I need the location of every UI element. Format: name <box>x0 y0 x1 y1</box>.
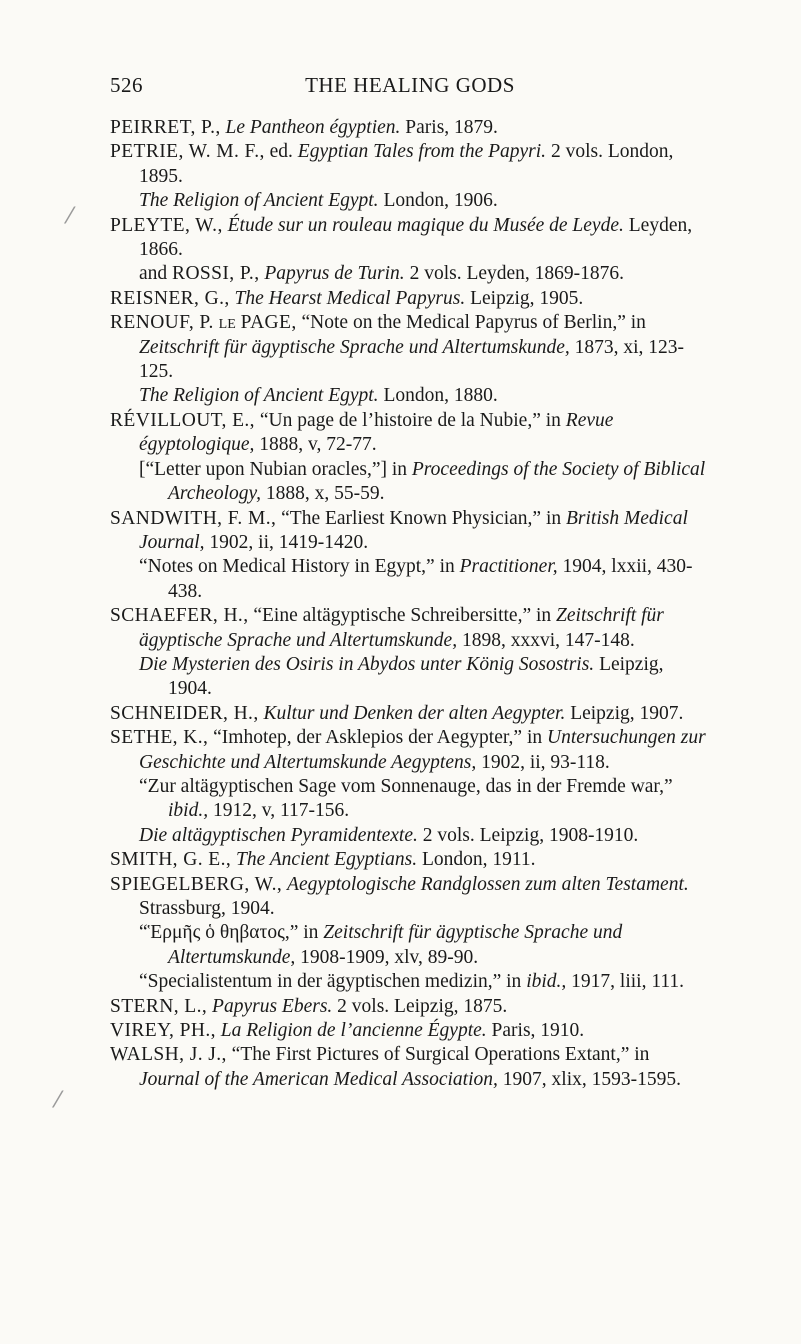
bib-entry-revillout-2: [“Letter upon Nubian oracles,”] in Proceedings of the Society of Biblical Archeology, 1888, x, 55-59. <box>139 458 706 505</box>
bib-entry-reisner: REISNER, G., The Hearst Medical Papyrus. Leipzig, 1905. <box>110 287 584 309</box>
bib-entry-stern: STERN, L., Papyrus Ebers. 2 vols. Leipzig, 1875. <box>110 995 508 1017</box>
bib-entry-petrie-2: The Religion of Ancient Egypt. London, 1906. <box>139 190 498 212</box>
bib-entry-revillout: RÉVILLOUT, E., “Un page de l’histoire de la Nubie,” in Revue égyptologique, 1888, v, 72-77. <box>110 409 614 456</box>
bibliography-list <box>110 116 710 1092</box>
bib-entry-peirret: PEIRRET, P., Le Pantheon égyptien. Paris, 1879. <box>110 117 498 138</box>
bib-entry-pleyte: PLEYTE, W., Étude sur un rouleau magique du Musée de Leyde. Leyden, 1866. <box>110 214 693 261</box>
bib-entry-petrie: PETRIE, W. M. F., ed. Egyptian Tales from the Papyri. 2 vols. London, 1895. <box>110 141 674 187</box>
bib-entry-spiegelberg-2: “Ἑρμῆς ὁ θηβατος,” in Zeitschrift für ägyptische Sprache und Altertumskunde, 1908-1909, xlv, 89-90. <box>139 922 623 968</box>
page-number: 526 <box>110 73 143 97</box>
page-header <box>110 73 710 103</box>
bib-entry-spiegelberg: SPIEGELBERG, W., Aegyptologische Randglossen zum alten Testament. Strassburg, 1904. <box>110 873 689 919</box>
bib-entry-renouf: RENOUF, P. le PAGE, “Note on the Medical Papyrus of Berlin,” in Zeitschrift für ägyptische Sprache und Altertumskunde, 1873, xi, 123-125. <box>110 312 685 383</box>
bib-entry-sethe-3: Die altägyptischen Pyramidentexte. 2 vols. Leipzig, 1908-1910. <box>139 824 639 846</box>
bib-entry-sethe: SETHE, K., “Imhotep, der Asklepios der Aegypter,” in Untersuchungen zur Geschichte und Altertumskunde Aegyptens, 1902, ii, 93-118. <box>110 727 706 773</box>
bib-entry-schaefer: SCHAEFER, H., “Eine altägyptische Schreibersitte,” in Zeitschrift für ägyptische Sprache und Altertumskunde, 1898, xxxvi, 147-148. <box>110 605 664 651</box>
bib-entry-smith: SMITH, G. E., The Ancient Egyptians. London, 1911. <box>110 849 536 871</box>
bib-entry-pleyte-rossi: and ROSSI, P., Papyrus de Turin. 2 vols. Leyden, 1869-1876. <box>139 263 625 285</box>
margin-pencil-mark-icon: ⁄ <box>68 204 72 229</box>
running-title: THE HEALING GODS <box>305 73 515 97</box>
margin-pencil-mark-icon: ⁄ <box>56 1088 60 1113</box>
bib-entry-virey: VIREY, PH., La Religion de l’ancienne Égypte. Paris, 1910. <box>110 1020 585 1042</box>
bib-entry-schneider: SCHNEIDER, H., Kultur und Denken der alten Aegypter. Leipzig, 1907. <box>110 702 684 724</box>
bib-entry-spiegelberg-3: “Specialistentum in der ägyptischen medizin,” in ibid., 1917, liii, 111. <box>139 971 685 993</box>
bib-entry-sethe-2: “Zur altägyptischen Sage vom Sonnenauge, das in der Fremde war,” ibid., 1912, v, 117-156. <box>139 775 673 822</box>
bib-entry-schaefer-2: Die Mysterien des Osiris in Abydos unter König Sosostris. Leipzig, 1904. <box>139 653 664 700</box>
bib-entry-renouf-2: The Religion of Ancient Egypt. London, 1880. <box>139 385 498 407</box>
bib-entry-sandwith-2: “Notes on Medical History in Egypt,” in Practitioner, 1904, lxxii, 430-438. <box>139 556 693 602</box>
bib-entry-walsh: WALSH, J. J., “The First Pictures of Surgical Operations Extant,” in Journal of the American Medical Association, 1907, xlix, 1593-1595. <box>110 1044 681 1090</box>
bib-entry-sandwith: SANDWITH, F. M., “The Earliest Known Physician,” in British Medical Journal, 1902, ii, 1419-1420. <box>110 507 688 553</box>
